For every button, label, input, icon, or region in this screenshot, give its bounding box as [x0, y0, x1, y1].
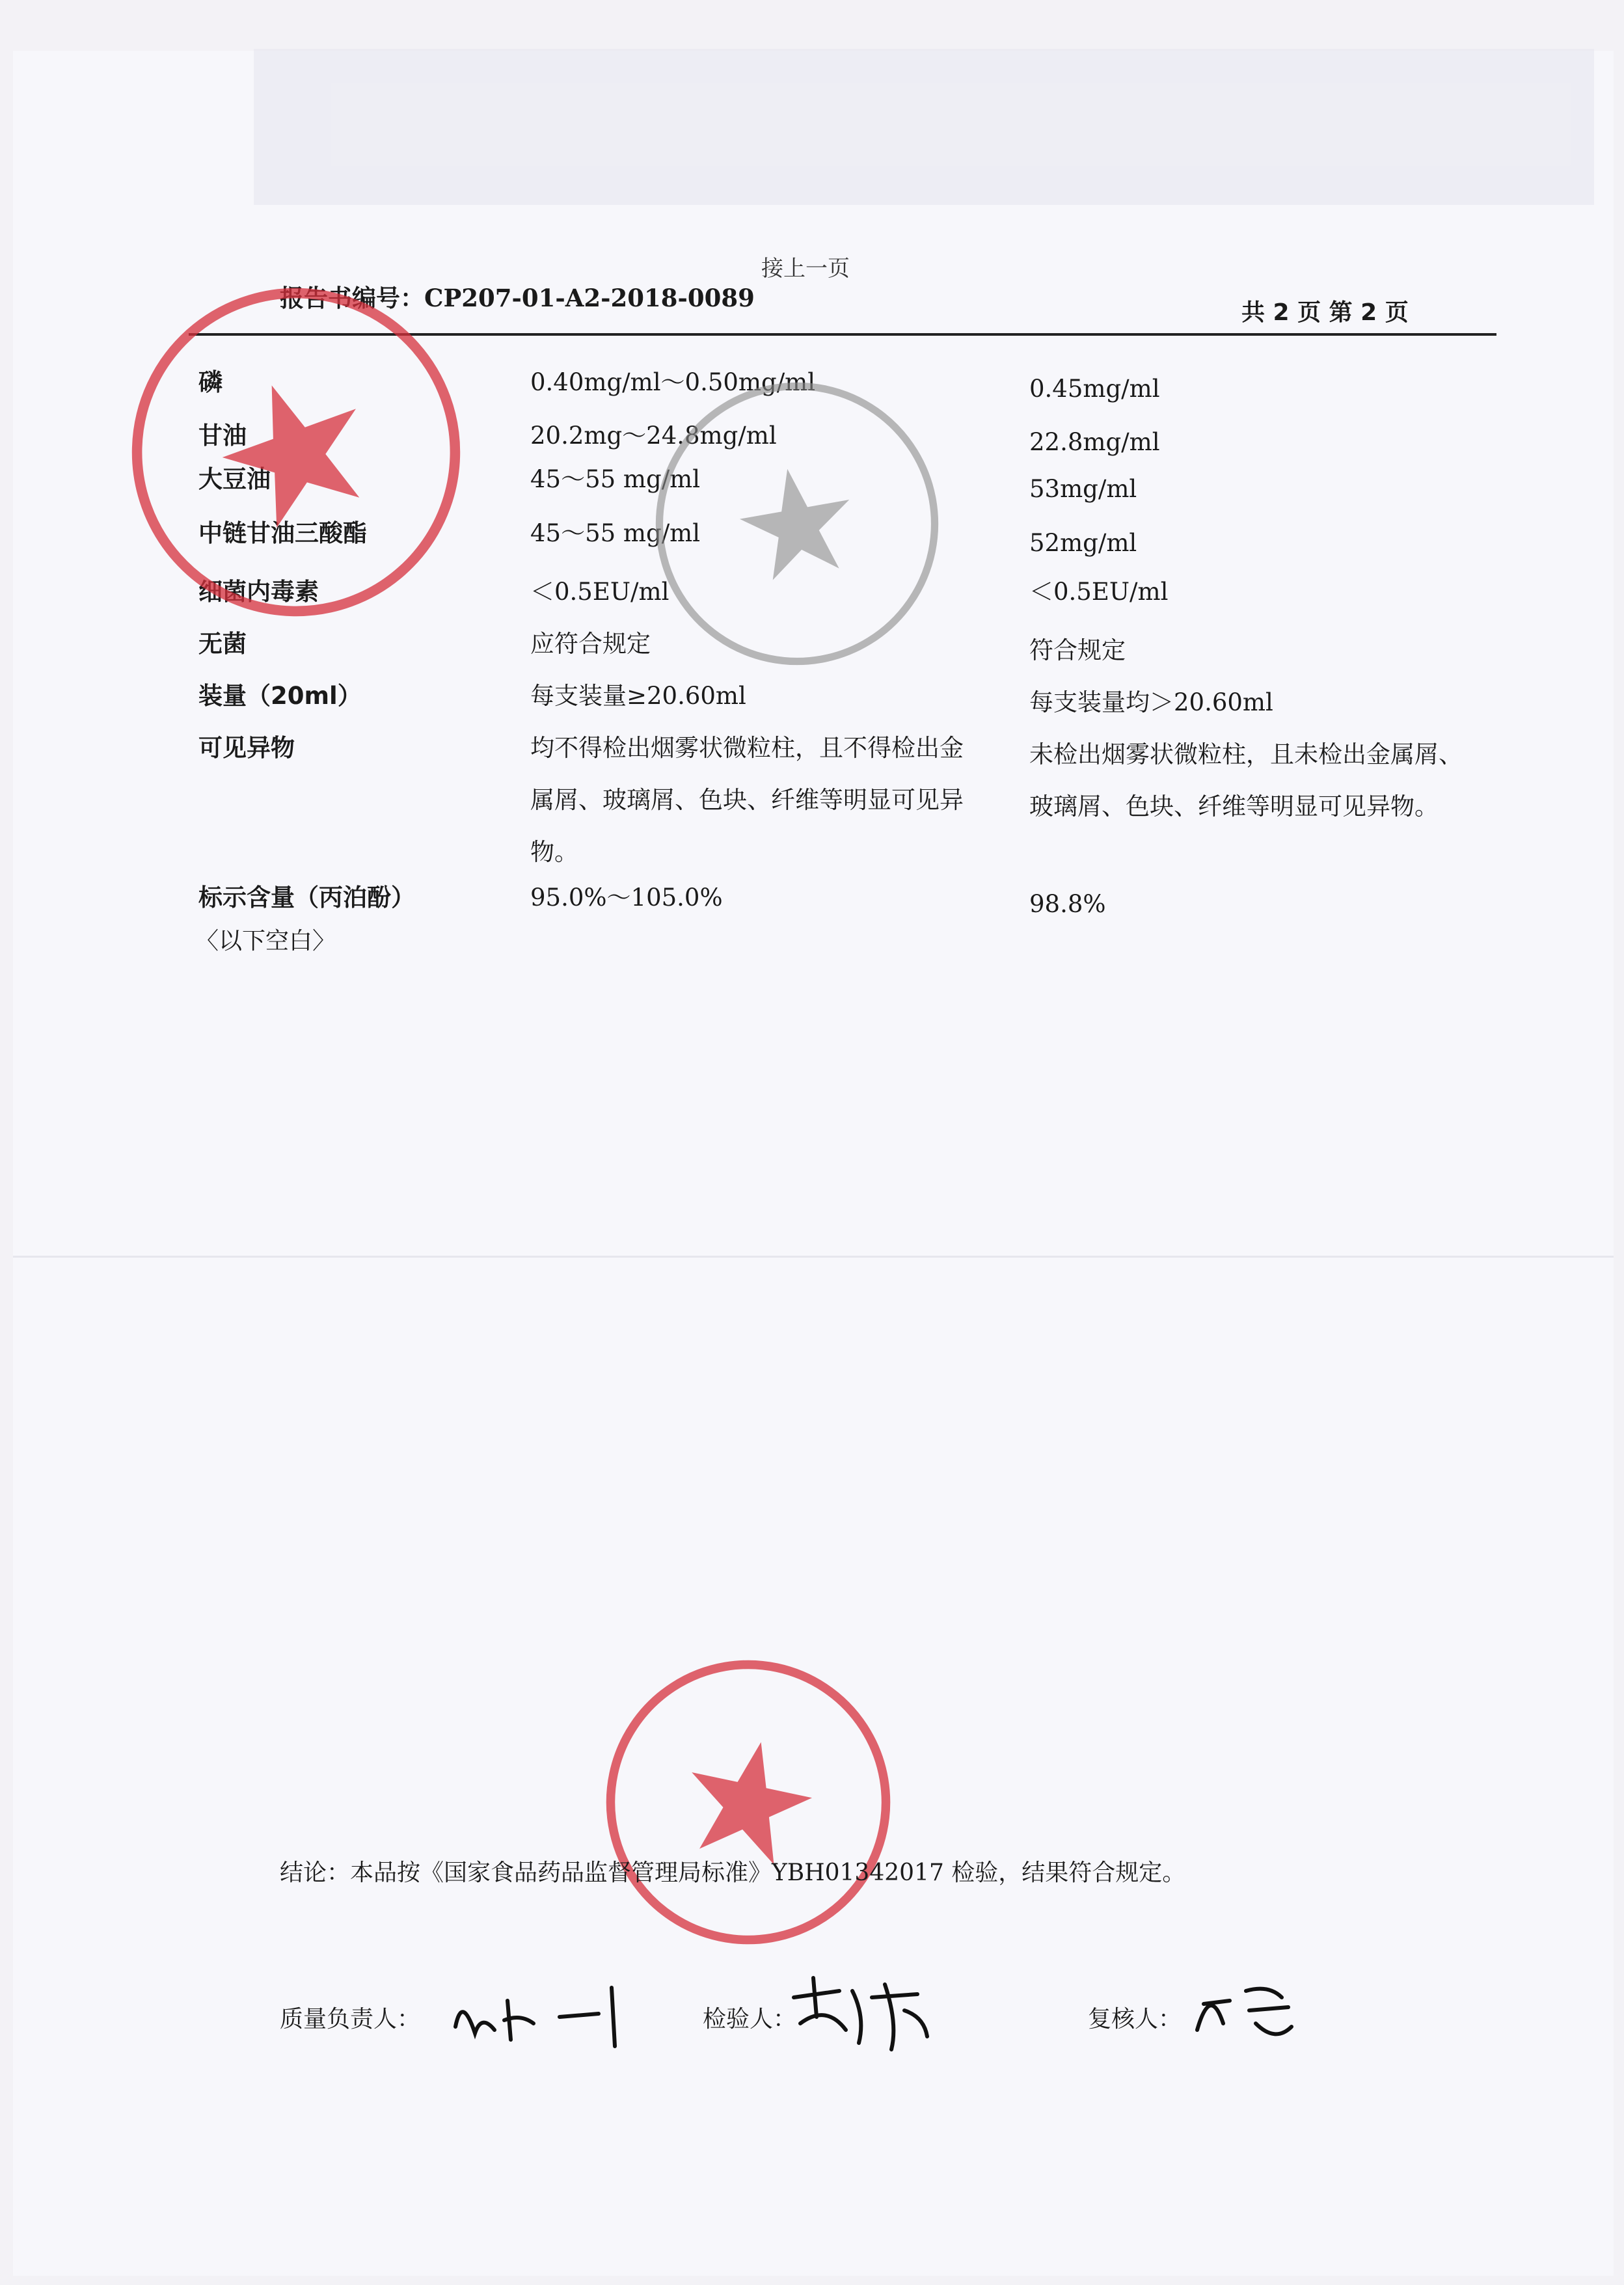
- result-value: 98.8%: [1029, 890, 1106, 918]
- item-name: 标示含量（丙泊酚）: [198, 884, 415, 912]
- gray-seal: [627, 354, 966, 693]
- standard-value: 每支装量≥20.60ml: [530, 682, 746, 710]
- blank-note: 〈以下空白〉: [195, 928, 336, 954]
- reviewer-signature: [1184, 1971, 1301, 2049]
- result-value: 未检出烟雾状微粒柱，且未检出金属屑、玻璃屑、色块、纤维等明显可见异物。: [1029, 740, 1463, 820]
- item-name: 可见异物: [198, 734, 295, 762]
- result-value: ＜0.5EU/ml: [1029, 578, 1169, 606]
- tape-strip: [254, 49, 1594, 205]
- result-value: 每支装量均＞20.60ml: [1029, 688, 1273, 716]
- item-name: 甘油: [198, 422, 247, 450]
- item-name: 装量（20ml）: [198, 682, 362, 710]
- result-value: 0.45mg/ml: [1029, 375, 1160, 403]
- standard-value: 45～55 mg/ml: [530, 465, 701, 493]
- standard-value: 45～55 mg/ml: [530, 519, 701, 547]
- item-name: 磷: [198, 368, 223, 396]
- standard-value: ＜0.5EU/ml: [530, 578, 670, 606]
- page-info: 共 2 页 第 2 页: [1241, 299, 1409, 326]
- result-value: 52mg/ml: [1029, 529, 1137, 557]
- report-number-value: CP207-01-A2-2018-0089: [424, 284, 755, 312]
- report-number-label: 报告书编号：: [280, 284, 424, 312]
- item-name: 无菌: [198, 630, 247, 658]
- item-name: 中链甘油三酸酯: [198, 519, 367, 547]
- result-value: 符合规定: [1029, 636, 1126, 664]
- fold-line: [13, 1256, 1614, 1258]
- standard-value: 0.40mg/ml～0.50mg/ml: [530, 368, 816, 396]
- standard-value: 20.2mg～24.8mg/ml: [530, 422, 777, 450]
- quality-manager-signature: [449, 1975, 644, 2053]
- continued-note: 接上一页: [761, 256, 850, 282]
- inspector-label: 检验人：: [703, 2006, 797, 2033]
- result-value: 22.8mg/ml: [1029, 428, 1160, 456]
- red-seal-bottom: [575, 1629, 922, 1976]
- reviewer-label: 复核人：: [1088, 2006, 1182, 2033]
- item-name: 大豆油: [198, 465, 271, 493]
- item-name: 细菌内毒素: [198, 578, 319, 606]
- standard-value: 应符合规定: [530, 630, 651, 658]
- standard-value: 均不得检出烟雾状微粒柱，且不得检出金属屑、玻璃屑、色块、纤维等明显可见异物。: [530, 734, 964, 866]
- quality-manager-label: 质量负责人：: [280, 2006, 421, 2033]
- conclusion-text: 结论：本品按《国家食品药品监督管理局标准》YBH01342017 检验，结果符合规定。: [280, 1859, 1186, 1886]
- result-value: 53mg/ml: [1029, 475, 1137, 503]
- inspector-signature: [787, 1971, 937, 2056]
- standard-value: 95.0%～105.0%: [530, 884, 723, 912]
